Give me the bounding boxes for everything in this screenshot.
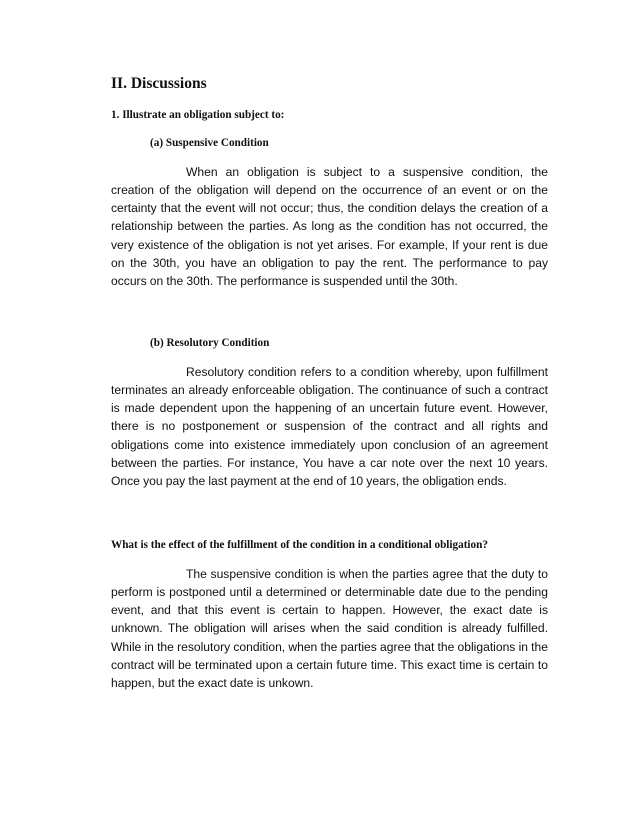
question-1-heading: 1. Illustrate an obligation subject to: bbox=[111, 109, 285, 121]
question-2-heading: What is the effect of the fulfillment of the condition in a conditional obligation? bbox=[111, 539, 488, 551]
question-2-paragraph: The suspensive condition is when the parties agree that the duty to perform is postponed until a determined or determinable date due to the pending event, and that this event is certain to happen. However, the exact date is unknown. The obligation will arises when the said condition is already fulfilled. While in the resolutory condition, when the parties agree that the obligations in the contract will be terminated upon a certain future time. This exact time is certain to happen, but the exact date is unkown. bbox=[111, 567, 548, 690]
part-b-title: (b) Resolutory Condition bbox=[150, 337, 270, 349]
part-a-title: (a) Suspensive Condition bbox=[150, 137, 269, 149]
part-b-paragraph: Resolutory condition refers to a condition whereby, upon fulfillment terminates an already enforceable obligation. The continuance of such a contract is made dependent upon the happening of an uncertain future event. However, there is no postponement or suspension of the contract and all rights and obligations come into existence immediately upon conclusion of an agreement between the parties. For instance, You have a car note over the next 10 years. Once you pay the last payment at the end of 10 years, the obligation ends. bbox=[111, 365, 548, 488]
part-a-paragraph: When an obligation is subject to a suspensive condition, the creation of the obligation will depend on the occurrence of an event or on the certainty that the event will not occur; thus, the condition delays the creation of a relationship between the parties. As long as the condition has not occurred, the very existence of the obligation is not yet arises. For example, If your rent is due on the 30th, you have an obligation to pay the rent. The performance to pay occurs on the 30th. The performance is suspended until the 30th. bbox=[111, 165, 548, 288]
section-heading: II. Discussions bbox=[111, 75, 207, 92]
